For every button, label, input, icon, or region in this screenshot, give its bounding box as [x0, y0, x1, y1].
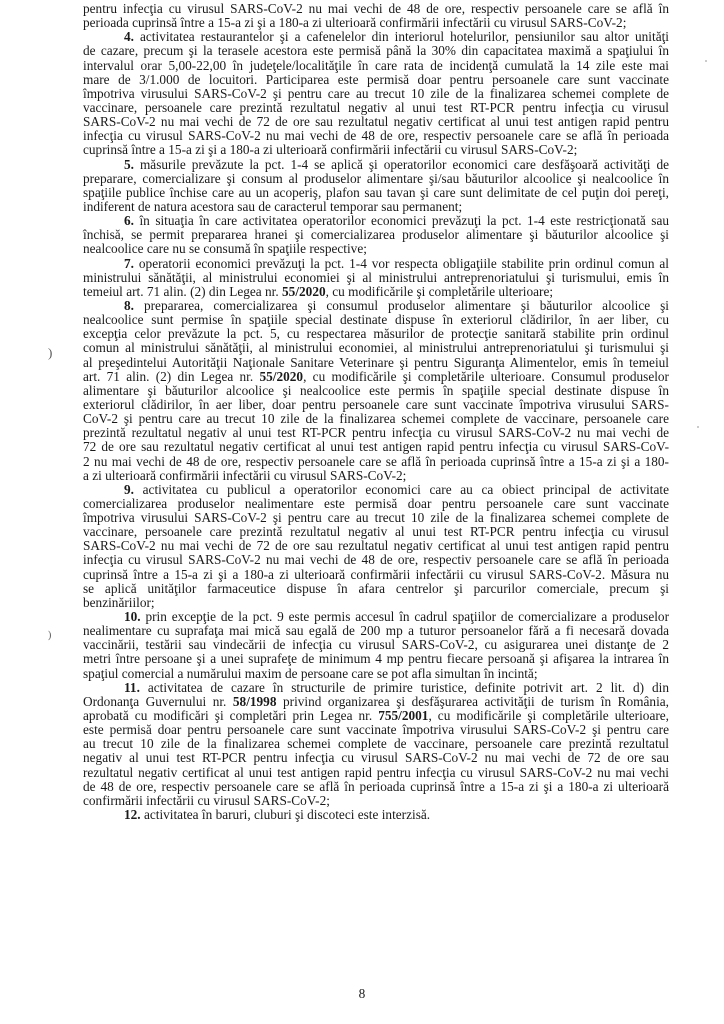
paragraph-p6 — [83, 214, 669, 256]
law-reference: 755/2001 — [378, 708, 429, 724]
paragraph-p11 — [83, 681, 669, 808]
text-line: Ordonanţa Guvernului nr. 58/1998 privind organizarea şi desfăşurarea activităţii de turism în România, — [83, 693, 669, 709]
text-line: art. 71 alin. (2) din Legea nr. 55/2020, cu modificările şi completările ulterioare. Consumul produselor — [83, 368, 669, 384]
text-line: CoV-2 şi pentru care au trecut 10 zile de la finalizarea schemei complete de vaccinare, persoanele care — [83, 411, 669, 427]
paragraph-number: 10. — [124, 609, 141, 625]
text-line: temeiul art. 71 alin. (2) din Legea nr. 55/2020, cu modificările şi completările ulterioare; — [83, 283, 554, 299]
text-line: pentru infecţia cu virusul SARS-CoV-2 nu mai vechi de 48 de ore, respectiv persoanele care se află în — [83, 1, 669, 16]
law-reference: 55/2020 — [282, 283, 326, 299]
text-line: nealimentare cu suprafaţa mai mică sau egală de 200 mp a tuturor persoanelor fără a fi necesară dovada — [83, 623, 669, 639]
text-line: indiferent de natura acestora sau de caracterul temporar sau permanent; — [83, 198, 463, 214]
text-line: cuprinsă între a 15-a zi şi a 180-a zi ulterioară confirmării infectării cu virusul SARS-CoV-2. Măsura nu — [83, 566, 669, 582]
text-line: spaţiile publice închise care au un acoperiş, plafon sau tavan şi care sunt delimitate de cel puţin doi pereţi, — [83, 184, 669, 200]
document-body — [83, 2, 669, 822]
text-line: comun al ministrului sănătăţii, al ministrului economiei, al ministrului antreprenoriatului şi turismului şi — [83, 340, 669, 356]
text-line: intervalul orar 5,00-22,00 în judeţele/localităţile în care rata de incidenţă cumulată la 14 zile este mai — [83, 57, 669, 73]
margin-mark: ) — [48, 345, 53, 360]
text-line: SARS-CoV-2 nu mai vechi de 72 de ore sau rezultatul negativ certificat al unui test antigen rapid pentru — [83, 114, 669, 130]
scan-speck — [697, 426, 699, 428]
text-line: 12. activitatea în baruri, cluburi şi discoteci este interzisă. — [124, 807, 431, 823]
text-line: 4. activitatea restaurantelor şi a cafenelelor din interiorul hotelurilor, pensiunilor sau altor unităţi — [124, 29, 669, 45]
paragraph-number: 7. — [124, 255, 134, 271]
paragraph-number: 11. — [124, 679, 140, 695]
text-line: al preşedintelui Autorităţii Naţionale Sanitare Veterinare şi pentru Siguranţa Alimentelor, emis în temeiul — [83, 354, 669, 370]
paragraph-number: 6. — [124, 213, 134, 229]
text-line: 9. activitatea cu publicul a operatorilor economici care au ca obiect principal de activitate — [124, 481, 669, 497]
text-line: rezultatul negativ certificat al unui test antigen rapid pentru infecţia cu virusul SARS-CoV-2 nu mai vechi — [83, 764, 669, 780]
paragraph-number: 8. — [124, 297, 134, 313]
text-line: 11. activitatea de cazare în structurile de primire turistice, definite potrivit art. 2 lit. d) din — [124, 679, 670, 695]
text-line: au trecut 10 zile de la finalizarea schemei complete de vaccinare, persoanele care prezintă rezultatul — [83, 736, 669, 752]
text-line: perioada cuprinsă între a 15-a zi şi a 180-a zi ulterioară confirmării infectării cu virusul SARS-CoV-2; — [83, 15, 627, 31]
paragraph-number: 5. — [124, 156, 134, 172]
law-reference: 58/1998 — [232, 693, 277, 709]
paragraph-p3-tail — [83, 2, 669, 30]
text-line: se aplică unităţilor farmaceutice dispuse în afara centrelor şi parcurilor comerciale, precum şi — [83, 580, 669, 596]
text-line: împotriva virusului SARS-CoV-2 şi pentru care au trecut 10 zile de la finalizarea schemei complete de — [83, 85, 669, 101]
paragraph-p5 — [83, 158, 669, 215]
text-line: a zi ulterioară confirmării infectării cu virusul SARS-CoV-2; — [83, 467, 407, 483]
margin-mark: ) — [48, 630, 52, 641]
text-line: 72 de ore sau rezultatul negativ certificat al unui test antigen rapid pentru infecţia cu virusul SARS-CoV- — [83, 439, 669, 455]
text-line: cuprinsă între a 15-a zi şi a 180-a zi ulterioară confirmării infectării cu virusul SARS-CoV-2; — [83, 142, 578, 158]
text-line: metri între persoane şi a unei suprafeţe de minimum 4 mp pentru fiecare persoană şi afişarea la intrarea în — [83, 651, 669, 667]
page-number: 8 — [358, 986, 366, 1001]
paragraph-number: 12. — [124, 807, 141, 823]
paragraph-p9 — [83, 483, 669, 610]
text-line: este permisă doar pentru persoanele care sunt vaccinate împotriva virusului SARS-CoV-2 şi pentru care — [83, 722, 669, 738]
text-line: 8. prepararea, comercializarea şi consumul produselor alimentare şi băuturilor alcoolice şi — [124, 297, 669, 313]
text-line: nealcoolice care nu se consumă în spaţiile respective; — [83, 241, 367, 257]
text-line: confirmării infectării cu virusul SARS-CoV-2; — [83, 792, 330, 808]
text-line: nealcoolice sunt permise în spaţiile special destinate dispuse în exteriorul clădirilor, în aer liber, cu — [83, 312, 669, 328]
scan-speck — [705, 60, 707, 62]
text-line: preparare, comercializare şi consum al produselor alimentare şi/sau băuturilor alcoolice şi nealcoolice în — [83, 170, 669, 186]
text-line: prezintă rezultatul negativ al unui test RT-PCR pentru infecţia cu virusul SARS-CoV-2 nu mai vechi de — [83, 425, 669, 441]
text-line: negativ al unui test RT-PCR pentru infecţia cu virusul SARS-CoV-2 nu mai vechi de 72 de ore sau — [83, 750, 669, 766]
text-line: vaccinării, testării sau vindecării de infecţia cu virusul SARS-CoV-2, cu asigurarea unei distanţe de 2 — [83, 637, 669, 653]
text-line: SARS-CoV-2 nu mai vechi de 72 de ore sau rezultatul negativ certificat al unui test antigen rapid pentru — [83, 538, 669, 554]
paragraph-p12 — [83, 808, 669, 822]
text-line: împotriva virusului SARS-CoV-2 şi pentru care au trecut 10 zile de la finalizarea schemei complete de — [83, 510, 669, 526]
paragraph-p4 — [83, 30, 669, 157]
paragraph-p10 — [83, 610, 669, 681]
paragraph-p7 — [83, 257, 669, 299]
text-line: vaccinare, persoanele care prezintă rezultatul negativ al unui test RT-PCR pentru infecţia cu virusul — [83, 524, 669, 540]
text-line: excepţia celor prevăzute la pct. 5, cu respectarea măsurilor de protecţie sanitară stabilite prin ordinul — [83, 326, 669, 342]
text-line: exteriorul clădirilor, în aer liber, doar pentru persoanele care sunt vaccinate împotriva virusului SARS- — [83, 396, 669, 412]
text-line: 10. prin excepţie de la pct. 9 este permis accesul în cadrul spaţiilor de comercializare a produselor — [124, 609, 669, 625]
text-line: infecţia cu virusul SARS-CoV-2 nu mai vechi de 48 de ore, respectiv persoanele care se află în perioada — [83, 128, 669, 144]
text-line: infecţia cu virusul SARS-CoV-2 nu mai vechi de 48 de ore, respectiv persoanele care se află în perioada — [83, 552, 669, 568]
text-line: vaccinare, persoanele care prezintă rezultatul negativ al unui test RT-PCR pentru infecţia cu virusul — [83, 99, 669, 115]
text-line: comercializarea produselor nealimentare este permisă doar pentru persoanele care sunt vaccinate — [83, 495, 669, 511]
text-line: mare de 3/1.000 de locuitori. Participarea este permisă doar pentru persoanele care sunt vaccinate — [83, 71, 669, 87]
paragraph-p8 — [83, 299, 669, 483]
text-line: 2 nu mai vechi de 48 de ore, respectiv persoanele care se află în perioada cuprinsă între a 15-a zi şi a 180- — [83, 453, 669, 469]
text-line: închisă, se permit prepararea hranei şi comercializarea produselor alimentare şi băuturilor alcoolice şi — [83, 227, 669, 243]
text-line: 5. măsurile prevăzute la pct. 1-4 se aplică şi operatorilor economici care desfăşoară activităţi de — [124, 156, 669, 172]
text-line: spaţiul comercial a numărului maxim de persoane care se pot afla simultan în incintă; — [83, 665, 538, 681]
text-line: de cazare, precum şi la terasele acestora este permisă până la 30% din capacitatea maximă a spaţiului în — [83, 43, 669, 59]
text-line: 7. operatorii economici prevăzuţi la pct. 1-4 vor respecta obligaţiile stabilite prin ordinul comun al — [124, 255, 669, 271]
text-line: 6. în situaţia în care activitatea operatorilor economici prevăzuţi la pct. 1-4 este restricţionată sau — [124, 213, 670, 229]
text-line: ministrului sănătăţii, al ministrului economiei şi al ministrului antreprenoriatului şi turismului, emis în — [83, 269, 669, 285]
text-line: alimentare şi băuturilor alcoolice şi nealcoolice este permis în spaţiile special destinate dispuse în — [83, 382, 669, 398]
text-line: de 48 de ore, respectiv persoanele care se află în perioada cuprinsă între a 15-a zi şi a 180-a zi ulterioară — [83, 778, 669, 794]
law-reference: 55/2020 — [259, 368, 304, 384]
text-line: benzinăriilor; — [83, 594, 155, 610]
paragraph-number: 4. — [124, 29, 134, 45]
text-line: aprobată cu modificări şi completări prin Legea nr. 755/2001, cu modificările şi completările ulterioare, — [83, 708, 670, 724]
paragraph-number: 9. — [124, 481, 134, 497]
